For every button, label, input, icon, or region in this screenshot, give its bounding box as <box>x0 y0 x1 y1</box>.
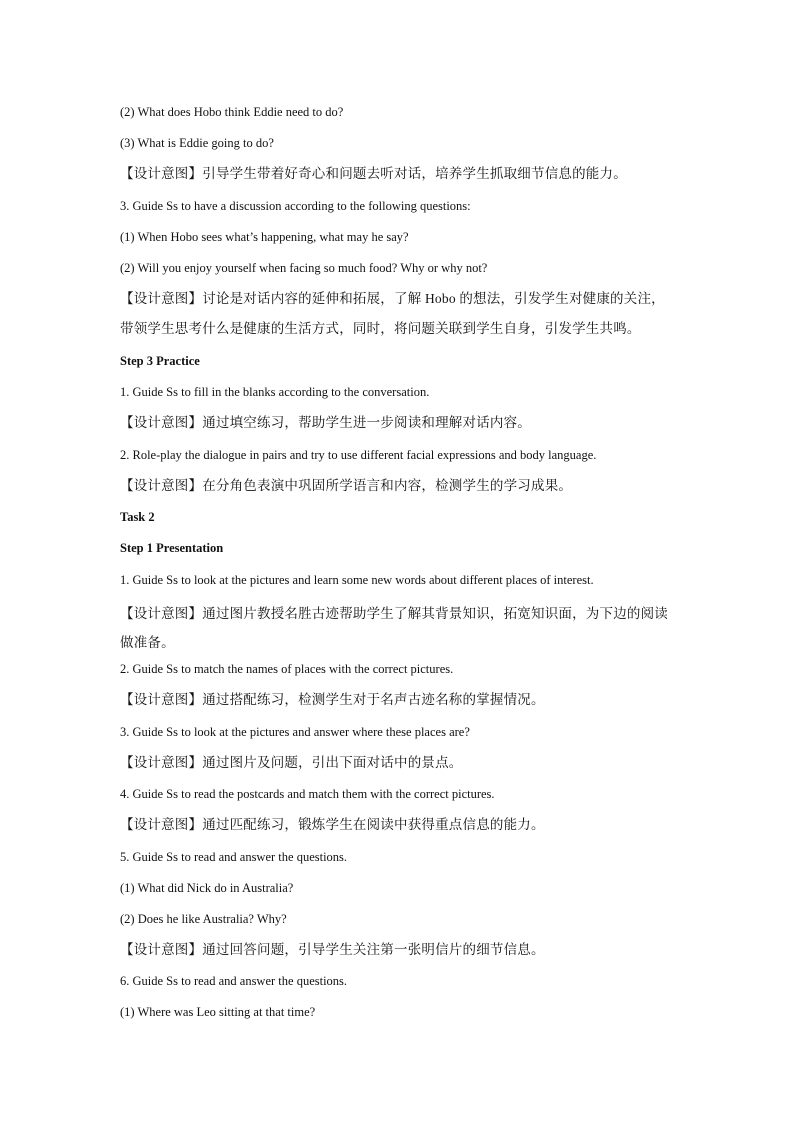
discussion-question-2: (2) Will you enjoy yourself when facing so much food? Why or why not? <box>120 261 488 275</box>
design-intent-2: 【设计意图】讨论是对话内容的延伸和拓展，了解 Hobo 的想法，引发学生对健康的关注， <box>120 291 665 306</box>
reading-question-2: (2) Does he like Australia? Why? <box>120 912 287 926</box>
presentation-item-3: 3. Guide Ss to look at the pictures and answer where these places are? <box>120 725 470 739</box>
design-intent-7: 【设计意图】通过图片及问题，引出下面对话中的景点。 <box>120 755 463 770</box>
practice-item-1: 1. Guide Ss to fill in the blanks according to the conversation. <box>120 385 430 399</box>
design-intent-3: 【设计意图】通过填空练习，帮助学生进一步阅读和理解对话内容。 <box>120 415 531 430</box>
design-intent-4: 【设计意图】在分角色表演中巩固所学语言和内容，检测学生的学习成果。 <box>120 478 573 493</box>
question-3: (3) What is Eddie going to do? <box>120 136 274 150</box>
design-intent-9: 【设计意图】通过回答问题，引导学生关注第一张明信片的细节信息。 <box>120 942 545 957</box>
section-heading-step1: Step 1 Presentation <box>120 541 224 555</box>
design-intent-5: 【设计意图】通过图片教授名胜古迹帮助学生了解其背景知识，拓宽知识面，为下边的阅读 <box>120 606 668 621</box>
question-2: (2) What does Hobo think Eddie need to do? <box>120 105 344 119</box>
reading-question-1: (1) What did Nick do in Australia? <box>120 881 294 895</box>
discussion-question-1: (1) When Hobo sees what’s happening, what may he say? <box>120 230 409 244</box>
practice-item-2: 2. Role-play the dialogue in pairs and try to use different facial expressions and body language. <box>120 448 597 462</box>
presentation-item-2: 2. Guide Ss to match the names of places with the correct pictures. <box>120 662 454 676</box>
step-item-3: 3. Guide Ss to have a discussion according to the following questions: <box>120 199 471 213</box>
presentation-item-1: 1. Guide Ss to look at the pictures and learn some new words about different places of interest. <box>120 573 594 587</box>
section-heading-task2: Task 2 <box>120 510 155 524</box>
design-intent-6: 【设计意图】通过搭配练习，检测学生对于名声古迹名称的掌握情况。 <box>120 692 545 707</box>
design-intent-1: 【设计意图】引导学生带着好奇心和问题去听对话，培养学生抓取细节信息的能力。 <box>120 166 627 181</box>
section-heading-step3: Step 3 Practice <box>120 354 200 368</box>
presentation-item-6: 6. Guide Ss to read and answer the questions. <box>120 974 348 988</box>
presentation-item-4: 4. Guide Ss to read the postcards and match them with the correct pictures. <box>120 787 495 801</box>
design-intent-2-cont: 带领学生思考什么是健康的生活方式，同时，将问题关联到学生自身，引发学生共鸣。 <box>120 321 641 336</box>
reading-question-3: (1) Where was Leo sitting at that time? <box>120 1005 316 1019</box>
design-intent-8: 【设计意图】通过匹配练习，锻炼学生在阅读中获得重点信息的能力。 <box>120 817 545 832</box>
design-intent-5-cont: 做准备。 <box>120 635 175 650</box>
presentation-item-5: 5. Guide Ss to read and answer the questions. <box>120 850 348 864</box>
